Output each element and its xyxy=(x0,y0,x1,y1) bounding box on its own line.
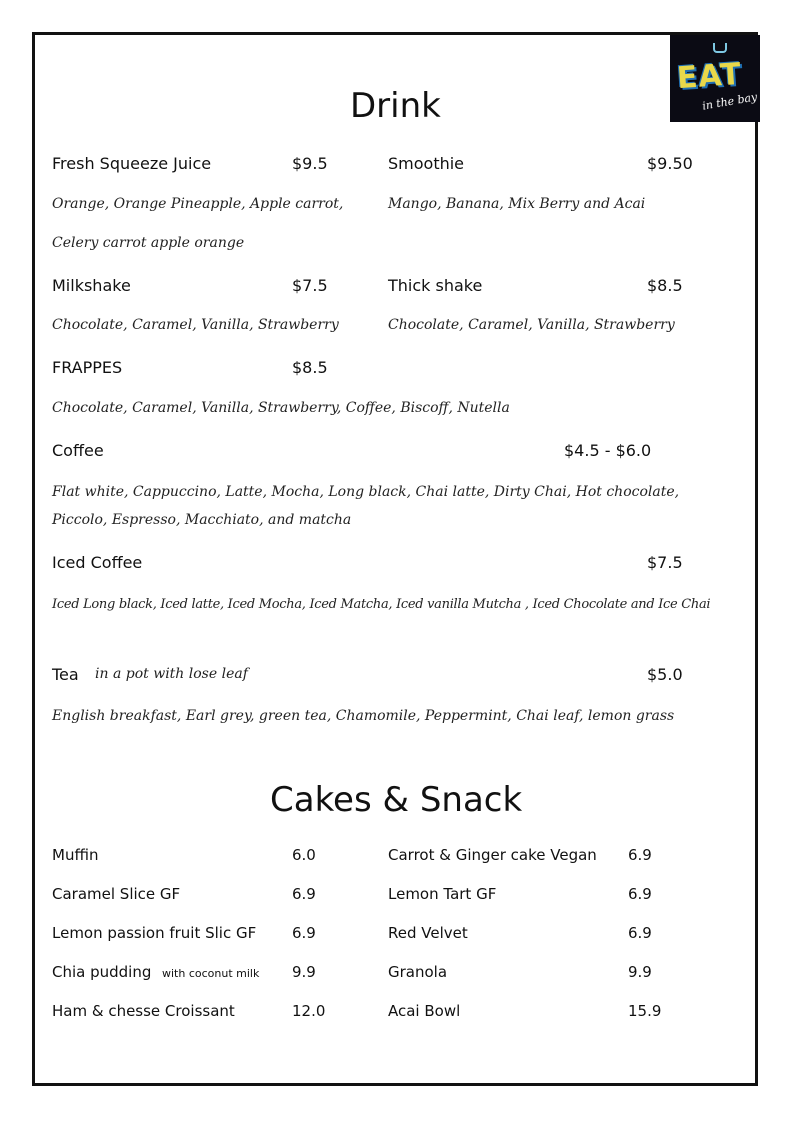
thickshake-desc: Chocolate, Caramel, Vanilla, Strawberry xyxy=(388,317,675,333)
cake-item-price: 9.9 xyxy=(292,963,316,981)
coffee-desc: Flat white, Cappuccino, Latte, Mocha, Long black, Chai latte, Dirty Chai, Hot chocolate, Piccolo, Espresso, Macchiato, and matcha xyxy=(52,484,680,528)
thickshake-price: $8.5 xyxy=(647,276,683,295)
cake-item-price: 12.0 xyxy=(292,1002,326,1020)
cake-item-price: 6.9 xyxy=(292,924,316,942)
thickshake-name: Thick shake xyxy=(388,276,483,295)
frappes-name: FRAPPES xyxy=(52,358,123,377)
tea-note: in a pot with lose leaf xyxy=(95,666,248,682)
fresh-juice-name: Fresh Squeeze Juice xyxy=(52,154,212,173)
cake-item-price: 6.9 xyxy=(628,885,652,903)
milkshake-price: $7.5 xyxy=(292,276,328,295)
cake-item-name: Red Velvet xyxy=(388,924,468,942)
milkshake-desc: Chocolate, Caramel, Vanilla, Strawberry xyxy=(52,317,339,333)
frappes-desc: Chocolate, Caramel, Vanilla, Strawberry, Coffee, Biscoff, Nutella xyxy=(52,400,510,416)
cake-item-price: 15.9 xyxy=(628,1002,662,1020)
coffee-name: Coffee xyxy=(52,441,104,460)
cake-item-name: Granola xyxy=(388,963,448,981)
milkshake-name: Milkshake xyxy=(52,276,131,295)
cake-item-price: 9.9 xyxy=(628,963,652,981)
cake-item-name: Ham & chesse Croissant xyxy=(52,1002,235,1020)
cake-item-note: with coconut milk xyxy=(162,967,260,980)
cake-item-price: 6.9 xyxy=(628,924,652,942)
smoothie-desc: Mango, Banana, Mix Berry and Acai xyxy=(388,196,646,212)
cakes-heading: Cakes & Snack xyxy=(270,780,523,820)
cake-item-name: Lemon passion fruit Slic GF xyxy=(52,924,257,942)
smoothie-name: Smoothie xyxy=(388,154,465,173)
tea-price: $5.0 xyxy=(647,665,683,684)
cake-item-name: Caramel Slice GF xyxy=(52,885,181,903)
coffee-price: $4.5 - $6.0 xyxy=(564,441,652,460)
tea-desc: English breakfast, Earl grey, green tea, Chamomile, Peppermint, Chai leaf, lemon grass xyxy=(52,708,675,724)
cake-item-name: Muffin xyxy=(52,846,99,864)
cake-item-price: 6.9 xyxy=(292,885,316,903)
cake-item-name: Chia pudding xyxy=(52,963,152,981)
iced-coffee-desc: Iced Long black, Iced latte, Iced Mocha, Iced Matcha, Iced vanilla Mutcha , Iced Chocolate and Ice Chai xyxy=(52,597,711,612)
tea-name: Tea xyxy=(52,665,79,684)
drink-heading: Drink xyxy=(350,86,441,126)
fresh-juice-desc-2: Celery carrot apple orange xyxy=(52,235,245,251)
iced-coffee-name: Iced Coffee xyxy=(52,553,143,572)
fresh-juice-price: $9.5 xyxy=(292,154,328,173)
cake-item-price: 6.9 xyxy=(628,846,652,864)
smoothie-price: $9.50 xyxy=(647,154,693,173)
coffee-cup-icon xyxy=(713,43,727,53)
iced-coffee-price: $7.5 xyxy=(647,553,683,572)
cake-item-name: Lemon Tart GF xyxy=(388,885,497,903)
fresh-juice-desc-1: Orange, Orange Pineapple, Apple carrot, xyxy=(52,196,344,212)
cake-item-name: Acai Bowl xyxy=(388,1002,461,1020)
cake-item-price: 6.0 xyxy=(292,846,316,864)
cake-item-name: Carrot & Ginger cake Vegan xyxy=(388,846,597,864)
frappes-price: $8.5 xyxy=(292,358,328,377)
eat-in-the-bay-logo: EAT in the bay xyxy=(670,35,760,122)
